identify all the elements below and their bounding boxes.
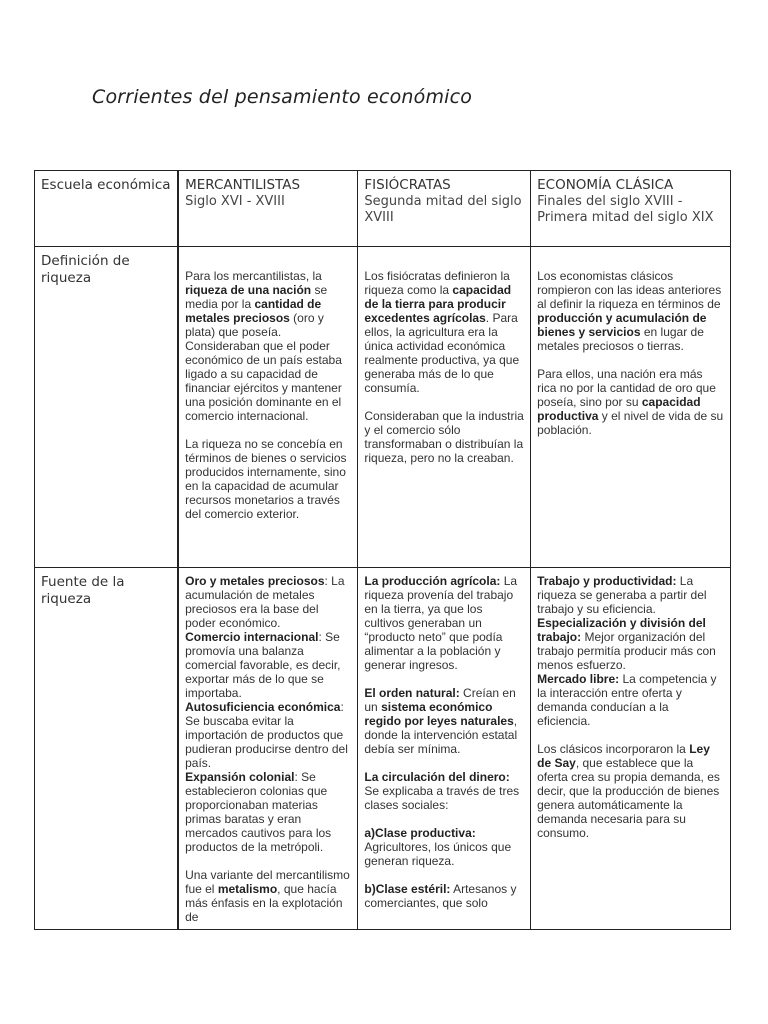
paragraph: Una variante del mercantilismo fue el metalismo, que hacía más énfasis en la explotación de — [185, 868, 350, 924]
cell-text — [531, 247, 730, 437]
cell-text — [179, 247, 357, 521]
paragraph: Los economistas clásicos rompieron con las ideas anteriores al definir la riqueza en términos de producción y acumulación de bienes y servicios en lugar de metales preciosos o tierras. — [537, 269, 722, 353]
bold-term: riqueza de una nación — [185, 283, 312, 297]
paragraph: Trabajo y productividad: La riqueza se generaba a partir del trabajo y su eficiencia. Especialización y división del trabajo: Mejor organización del trabajo permitía producir más con menos esfuerzo. Mercado libre: La competencia y la interacción entre oferta y demanda conducían a la eficiencia. — [537, 574, 717, 728]
cell-fuente-clasica — [531, 568, 731, 930]
bold-term: Ley de Say — [537, 742, 710, 770]
paragraph: Para los mercantilistas, la riqueza de una nación se media por la cantidad de metales preciosos (oro y plata) que poseía. Consideraban que el poder económico de un país estaba ligado a su capacidad de financiar ejércitos y mantener una posición dominante en el comercio internacional. — [185, 269, 342, 423]
bold-term: Comercio internacional — [185, 630, 319, 644]
table-header-row — [35, 171, 731, 247]
document-title: Corrientes del pensamiento económico — [92, 86, 473, 108]
school-header-fisiocratas — [358, 171, 531, 247]
paragraph: La circulación del dinero: Se explicaba a través de tres clases sociales: — [364, 770, 520, 812]
cell-fuente-fisiocratas — [358, 568, 531, 930]
paragraph: a)Clase productiva: Agricultores, los únicos que generan riqueza. — [364, 826, 512, 868]
paragraph: Para ellos, una nación era más rica no por la cantidad de oro que poseía, sino por su capacidad productiva y el nivel de vida de su población. — [537, 367, 724, 437]
paragraph: b)Clase estéril: Artesanos y comerciantes, que solo — [364, 882, 517, 910]
table-row-fuente — [35, 568, 731, 930]
paragraph: La producción agrícola: La riqueza provenía del trabajo en la tierra, ya que los cultivos generaban un “producto neto” que podía alimentar a la población y generar ingresos. — [364, 574, 518, 672]
bold-term: Expansión colonial — [185, 770, 295, 784]
bold-term: Especialización y división del trabajo: — [537, 616, 706, 644]
bold-term: cantidad de metales preciosos — [185, 297, 322, 325]
bold-term: Mercado libre: — [537, 672, 620, 686]
paragraph: Los fisiócratas definieron la riqueza como la capacidad de la tierra para producir excedentes agrícolas. Para ellos, la agricultura era la única actividad económica realmente productiva, ya que generaba más de lo que consumía. — [364, 269, 520, 395]
bold-term: Oro y metales preciosos — [185, 574, 325, 588]
cell-text — [179, 568, 357, 924]
table-row-definicion — [35, 247, 731, 568]
cell-text — [358, 247, 530, 465]
cell-definicion-clasica — [531, 247, 731, 568]
header-label-cell — [35, 171, 179, 247]
school-header-economia-clasica — [531, 171, 731, 247]
bold-term: La producción agrícola: — [364, 574, 501, 588]
paragraph: Los clásicos incorporaron la Ley de Say, que establece que la oferta crea su propia demanda, es decir, que la producción de bienes genera automáticamente la demanda necesaria para su consumo. — [537, 742, 720, 840]
cell-text — [358, 568, 530, 910]
school-period: Segunda mitad del siglo XVIII — [364, 194, 522, 225]
bold-term: b)Clase estéril: — [364, 882, 451, 896]
header-label: Escuela económica — [41, 177, 171, 193]
school-name: MERCANTILISTAS — [185, 177, 301, 193]
bold-term: capacidad productiva — [537, 395, 701, 423]
bold-term: capacidad de la tierra para producir excedentes agrícolas — [364, 283, 512, 325]
paragraph: El orden natural: Creían en un sistema económico regido por leyes naturales, donde la intervención estatal debía ser mínima. — [364, 686, 518, 756]
bold-term: a)Clase productiva: — [364, 826, 476, 840]
cell-fuente-mercantilistas — [178, 568, 358, 930]
bold-term: metalismo — [217, 882, 278, 896]
bold-term: El orden natural: — [364, 686, 460, 700]
row-label: Definición de riqueza — [41, 253, 130, 286]
row-label: Fuente de la riqueza — [41, 574, 125, 607]
bold-term: La circulación del dinero: — [364, 770, 510, 784]
bold-term: Autosuficiencia económica — [185, 700, 341, 714]
school-period: Siglo XVI - XVIII — [185, 194, 285, 209]
cell-definicion-mercantilistas — [178, 247, 358, 568]
bold-term: sistema económico regido por leyes naturales — [364, 700, 514, 728]
cell-definicion-fisiocratas — [358, 247, 531, 568]
paragraph: La riqueza no se concebía en términos de bienes o servicios producidos internamente, sino en la capacidad de acumular recursos monetarios a través del comercio exterior. — [185, 437, 347, 521]
paragraph: Consideraban que la industria y el comercio sólo transformaban o distribuían la riqueza, pero no la creaban. — [364, 409, 524, 465]
school-name: ECONOMÍA CLÁSICA — [537, 177, 674, 193]
school-period: Finales del siglo XVIII - Primera mitad del siglo XIX — [537, 194, 714, 225]
paragraph: Oro y metales preciosos: La acumulación de metales preciosos era la base del poder económico. Comercio internacional: Se promovía una balanza comercial favorable, es decir, exportar más de lo que se importaba. Autosuficiencia económica: Se buscaba evitar la importación de productos que pudieran producirse dentro del país. Expansión colonial: Se establecieron colonias que proporcionaban materias primas baratas y eran mercados cautivos para los productos de la metrópoli. — [185, 574, 348, 854]
school-name: FISIÓCRATAS — [364, 177, 451, 193]
row-label-cell — [35, 247, 179, 568]
schools-comparison-table — [34, 170, 731, 930]
row-label-cell — [35, 568, 179, 930]
cell-text — [531, 568, 730, 840]
school-header-mercantilistas — [178, 171, 358, 247]
bold-term: producción y acumulación de bienes y servicios — [537, 311, 707, 339]
bold-term: Trabajo y productividad: — [537, 574, 677, 588]
